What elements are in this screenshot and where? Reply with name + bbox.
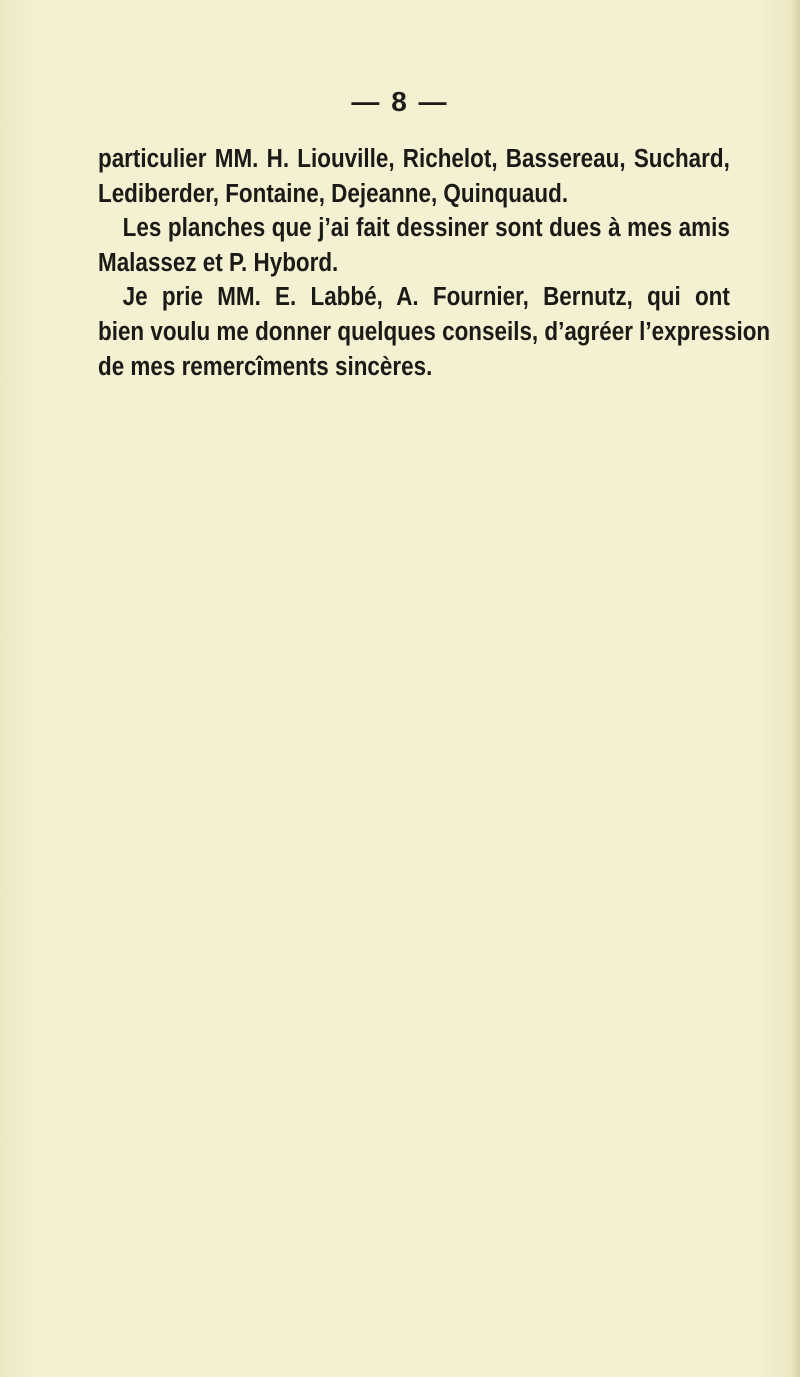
text-line: de mes remercîments sincères. [98, 352, 433, 381]
body-text [98, 142, 771, 384]
page-edge-shadow [790, 0, 800, 1377]
text-line: Malassez et P. Hybord. [98, 248, 339, 277]
page-number: — 8 — [351, 86, 449, 117]
text-line: Les planches que j’ai fait dessiner sont dues à mes amis [122, 214, 730, 243]
text-line: Je prie MM. E. Labbé, A. Fournier, Bernutz, qui ont [122, 283, 730, 312]
text-line: Lediberder, Fontaine, Dejeanne, Quinquaud. [98, 179, 569, 208]
text-line: bien voulu me donner quelques conseils, d’agréer l’expression [98, 317, 771, 346]
text-line: particulier MM. H. Liouville, Richelot, Bassereau, Suchard, [98, 145, 730, 173]
